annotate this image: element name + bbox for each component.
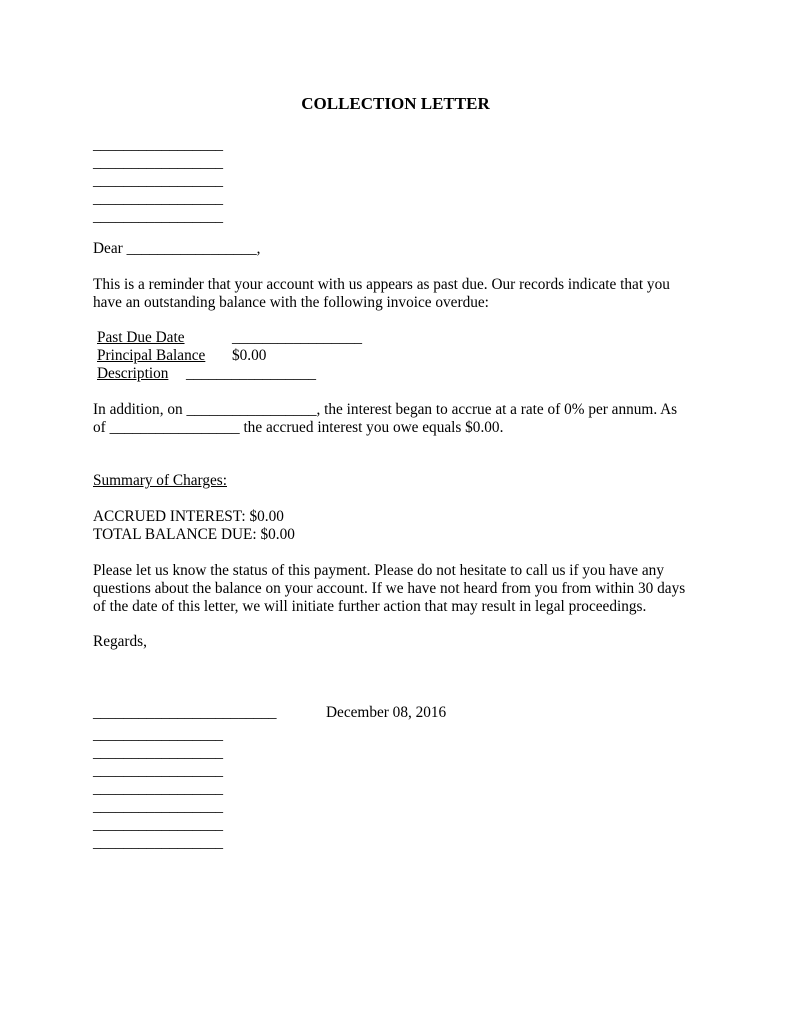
salutation-prefix: Dear (93, 240, 123, 257)
address-blank-1: _________________ (93, 136, 224, 153)
total-balance-due: TOTAL BALANCE DUE: $0.00 (93, 526, 295, 543)
sender-blank-7: _________________ (93, 834, 224, 851)
accrued-interest: ACCRUED INTEREST: $0.00 (93, 508, 284, 525)
address-blank-5: _________________ (93, 208, 224, 225)
salutation-suffix: , (256, 240, 261, 257)
closing-line-1: Please let us know the status of this payment. Please do not hesitate to call us if you have any (93, 562, 664, 579)
description-label: Description (97, 365, 169, 382)
address-blank-3: _________________ (93, 172, 224, 189)
sender-blank-3: _________________ (93, 762, 224, 779)
interest-line-2-prefix: of (93, 419, 106, 436)
address-blank-4: _________________ (93, 190, 224, 207)
closing-line-2: questions about the balance on your account. If we have not heard from you from within 30 days (93, 580, 686, 597)
salutation (93, 240, 260, 258)
regards: Regards, (93, 633, 147, 650)
principal-balance-value: $0.00 (232, 347, 267, 364)
address-blank-2: _________________ (93, 154, 224, 171)
intro-line-1: This is a reminder that your account with us appears as past due. Our records indicate that you (93, 276, 670, 293)
sender-blank-5: _________________ (93, 798, 224, 815)
sender-blank-1: _________________ (93, 726, 224, 743)
letter-title: COLLECTION LETTER (301, 94, 490, 113)
past-due-date-label: Past Due Date (97, 329, 185, 346)
interest-as-of-date-blank: _________________ (109, 419, 240, 436)
interest-line-1-suffix: , the interest began to accrue at a rate of 0% per annum. As (316, 401, 678, 418)
salutation-blank: _________________ (126, 240, 257, 257)
intro-line-2: have an outstanding balance with the following invoice overdue: (93, 294, 489, 311)
letter-date: December 08, 2016 (326, 704, 447, 721)
interest-line-1-prefix: In addition, on (93, 401, 183, 418)
sender-blank-6: _________________ (93, 816, 224, 833)
closing-line-3: of the date of this letter, we will initiate further action that may result in legal proceedings. (93, 598, 647, 615)
sender-blank-4: _________________ (93, 780, 224, 797)
interest-line-2 (93, 419, 503, 437)
sender-blank-2: _________________ (93, 744, 224, 761)
interest-start-date-blank: _________________ (186, 401, 317, 418)
summary-heading: Summary of Charges: (93, 472, 227, 489)
description-blank: _________________ (186, 365, 317, 382)
interest-line-2-suffix: the accrued interest you owe equals $0.00. (243, 419, 504, 436)
past-due-date-blank: _________________ (232, 329, 363, 346)
signature-blank: ________________________ (93, 704, 277, 721)
principal-balance-label: Principal Balance (97, 347, 206, 364)
interest-line-1 (93, 401, 677, 419)
